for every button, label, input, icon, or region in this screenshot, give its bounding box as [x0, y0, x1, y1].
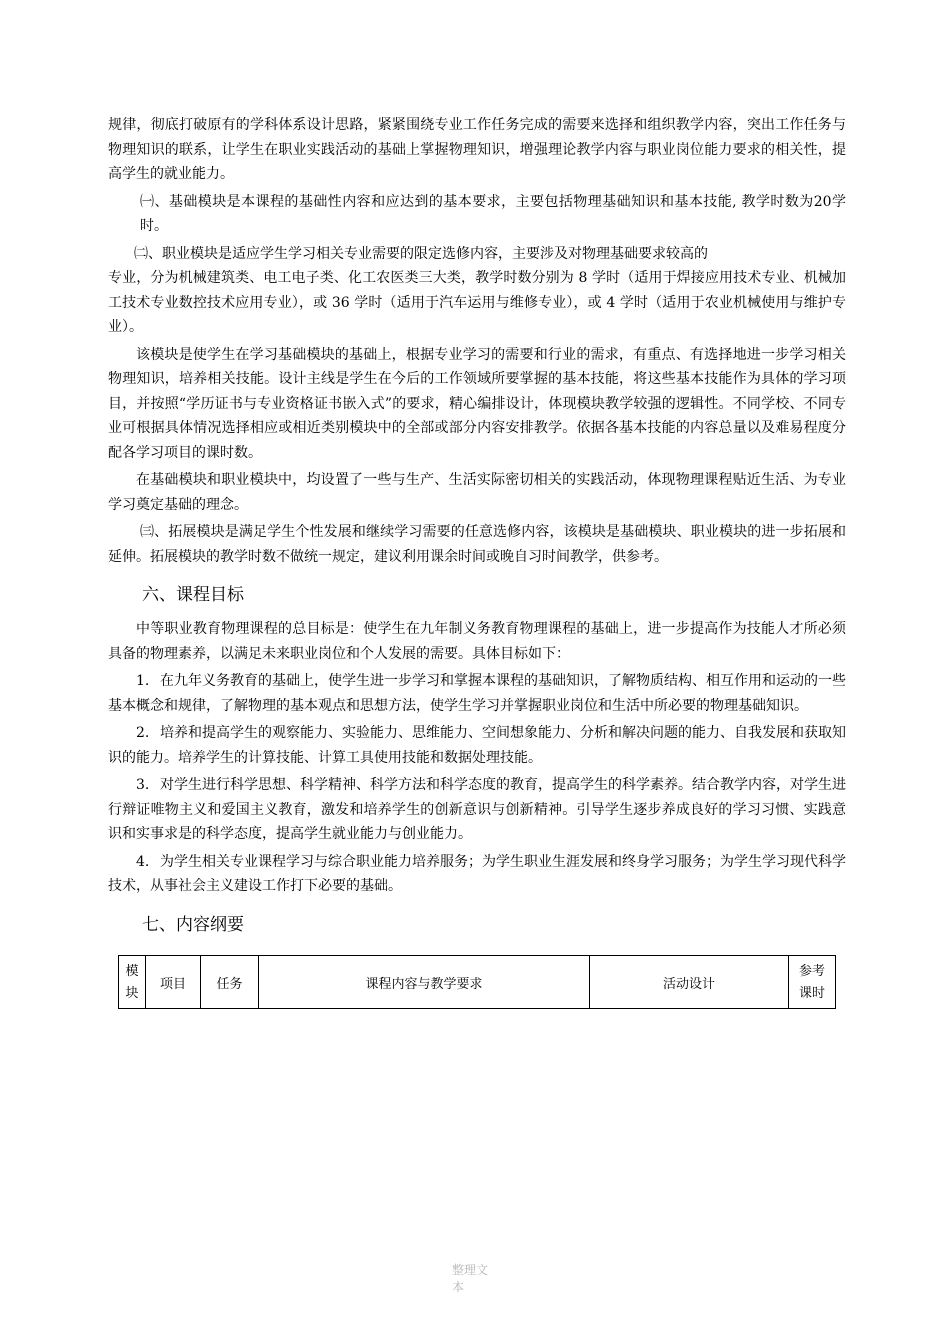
page-footer — [452, 1262, 496, 1296]
paragraph-goals-intro: 中等职业教育物理课程的总目标是：使学生在九年制义务教育物理课程的基础上，进一步提高作为技能人才所必须具备的物理素养，以满足未来职业岗位和个人发展的需要。具体目标如下： — [108, 621, 846, 662]
table-header-row — [119, 956, 836, 1009]
header-hours: 参考 课时 — [789, 956, 836, 1009]
header-project: 项目 — [146, 956, 201, 1009]
footer-line1: 整理文 — [452, 1263, 489, 1277]
paragraph-practice-activities: 在基础模块和职业模块中，均设置了一些与生产、生活实际密切相关的实践活动，体现物理课程贴近生活、为专业学习奠定基础的理念。 — [108, 472, 846, 513]
content-outline-table — [118, 955, 836, 1009]
goal-text: 对学生进行科学思想、科学精神、科学方法和科学态度的教育，提高学生的科学素养。结合教学内容，对学生进行辩证唯物主义和爱国主义教育，激发和培养学生的创新意识与创新精神。引导学生逐步养成良好的学习习惯、实践意识和实事求是的科学态度，提高学生就业能力与创业能力。 — [108, 777, 846, 842]
paragraph-curriculum-design: 规律，彻底打破原有的学科体系设计思路，紧紧围绕专业工作任务完成的需要来选择和组织教学内容，突出工作任务与物理知识的联系，让学生在职业实践活动的基础上掌握物理知识，增强理论教学内容与职业岗位能力要求的相关性，提高学生的就业能力。 — [108, 117, 846, 182]
section-title-course-goals: 六、课程目标 — [142, 585, 244, 605]
header-activity: 活动设计 — [590, 956, 789, 1009]
paragraph-extension-module: ㈢、拓展模块是满足学生个性发展和继续学习需要的任意选修内容，该模块是基础模块、职业模块的进一步拓展和延伸。拓展模块的教学时数不做统一规定，建议利用课余时间或晚自习时间教学，供参考。 — [108, 524, 846, 565]
goal-item-2 — [108, 721, 846, 770]
goal-item-4 — [108, 850, 846, 899]
goal-text: 在九年义务教育的基础上，使学生进一步学习和掌握本课程的基础知识，了解物质结构、相互作用和运动的一些基本概念和规律，了解物理的基本观点和思想方法，使学生学习并掌握职业岗位和生活中所必要的物理基础知识。 — [108, 673, 846, 714]
paragraph-vocational-module-body: 专业，分为机械建筑类、电工电子类、化工农医类三大类，教学时数分别为 8 学时（适用于焊接应用技术专业、机械加工技术专业数控技术应用专业），或 36 学时（适用于汽车运用与维修专业），或 4 学时（适用于农业机械使用与维护专业）。 — [108, 270, 846, 335]
footer-line2: 本 — [452, 1280, 465, 1294]
header-module: 模 块 — [119, 956, 146, 1009]
paragraph-vocational-module-head: ㈡、职业模块是适应学生学习相关专业需要的限定选修内容，主要涉及对物理基础要求较高的 — [134, 245, 708, 262]
goal-number: 1. — [136, 673, 150, 689]
document-body — [108, 113, 846, 947]
header-content: 课程内容与教学要求 — [259, 956, 590, 1009]
goal-item-1 — [108, 669, 846, 718]
goal-number: 2. — [136, 725, 150, 741]
goal-number: 3. — [136, 777, 150, 793]
goal-number: 4. — [136, 853, 150, 870]
paragraph-module-purpose: 该模块是使学生在学习基础模块的基础上，根据专业学习的需要和行业的需求，有重点、有选择地进一步学习相关物理知识，培养相关技能。设计主线是学生在今后的工作领域所要掌握的基本技能，将这些基本技能作为具体的学习项目，并按照“学历证书与专业资格证书嵌入式”的要求，精心编排设计，体现模块教学较强的逻辑性。不同学校、不同专业可根据具体情况选择相应或相近类别模块中的全部或部分内容安排教学。依据各基本技能的内容总量以及难易程度分配各学习项目的课时数。 — [108, 346, 846, 461]
goal-text: 培养和提高学生的观察能力、实验能力、思维能力、空间想象能力、分析和解决问题的能力、自我发展和获取知识的能力。培养学生的计算技能、计算工具使用技能和数据处理技能。 — [108, 725, 846, 766]
paragraph-basic-module: ㈠、基础模块是本课程的基础性内容和应达到的基本要求，主要包括物理基础知识和基本技能, 教学时数为20学时。 — [140, 193, 846, 234]
header-task: 任务 — [201, 956, 259, 1009]
goal-text: 为学生相关专业课程学习与综合职业能力培养服务；为学生职业生涯发展和终身学习服务；为学生学习现代科学技术，从事社会主义建设工作打下必要的基础。 — [108, 853, 846, 894]
goal-item-3 — [108, 773, 846, 847]
section-title-content-outline: 七、内容纲要 — [142, 914, 244, 935]
